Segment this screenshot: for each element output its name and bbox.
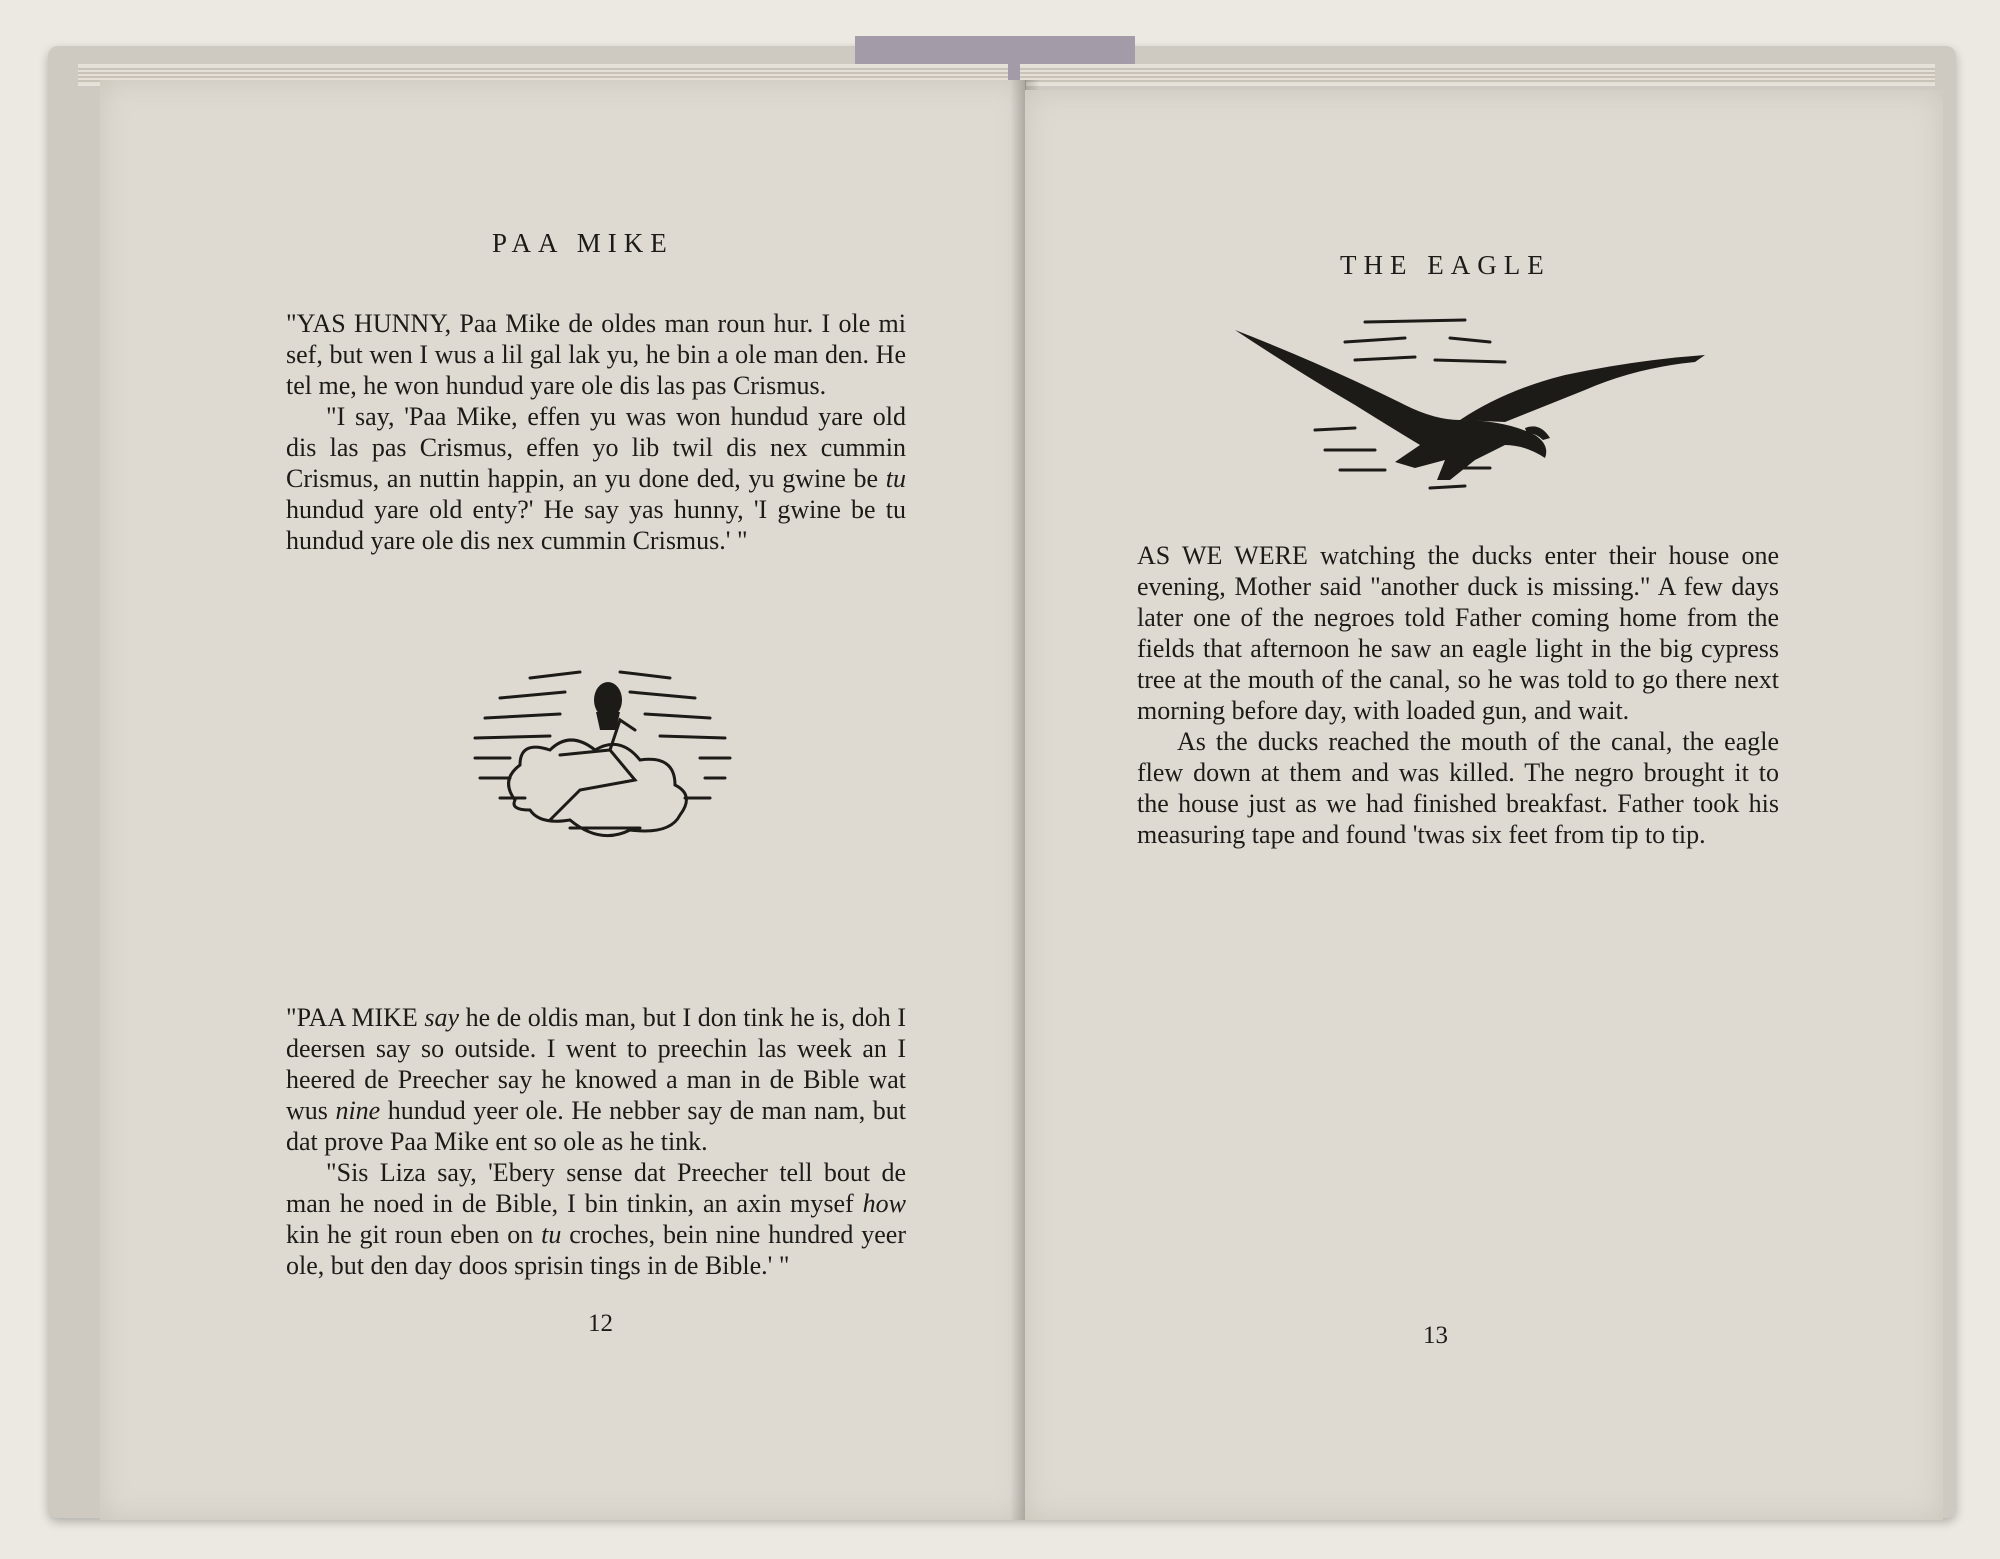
- emphasis: nine: [335, 1096, 381, 1125]
- emphasis: tu: [541, 1220, 562, 1249]
- paragraph: [1137, 540, 1779, 726]
- text: "I say, 'Paa Mike, effen yu was won hundud yare old dis las pas Crismus, effen yo lib twil dis nex cummin Crismus, an nuttin happin, an yu done ded, yu gwine be: [286, 402, 906, 493]
- paragraph: [286, 401, 906, 556]
- paragraph: [286, 1002, 906, 1157]
- paragraph: [286, 1157, 906, 1281]
- page-edges-right: [1020, 64, 1935, 86]
- text: hundud yare old enty?' He say yas hunny, 'I gwine be tu hundud yare ole dis nex cummin Crismus.' ": [286, 495, 906, 555]
- text-block-1: [286, 308, 906, 556]
- lead-in: "YAS HUNNY,: [286, 309, 452, 338]
- old-man-on-cloud-illustration: [470, 660, 740, 840]
- text: he de oldis man, but I don tink he is, doh I deersen say so outside. I went to preechin las week an I heered de Preecher say he knowed a man in de Bible wat wus: [286, 1003, 906, 1125]
- emphasis: how: [862, 1189, 906, 1218]
- left-page: [100, 80, 1026, 1520]
- text: Paa Mike de oldes man roun hur. I ole mi sef, but wen I wus a lil gal lak yu, he bin a ole man den. He tel me, he won hundud yare ole dis las pas Crismus.: [286, 309, 907, 400]
- paragraph: [286, 308, 906, 401]
- emphasis: tu: [885, 464, 906, 493]
- emphasis: say: [424, 1003, 460, 1032]
- text: croches, bein nine hundred yeer ole, but den day doos sprisin tings in de Bible.' ": [286, 1220, 906, 1280]
- text-block: [1137, 540, 1779, 850]
- text: kin he git roun eben on: [286, 1220, 542, 1249]
- text: "Sis Liza say, 'Ebery sense dat Preecher tell bout de man he noed in de Bible, I bin tinkin, an axin mysef: [286, 1158, 906, 1218]
- text: watching the ducks enter their house one evening, Mother said "another duck is missing." A few days later one of the negroes told Father coming home from the fields that afternoon he saw an eagle light in the big cypress tree at the mouth of the canal, so he was told to go there next morning before day, with loaded gun, and wait.: [1137, 541, 1780, 725]
- running-title: THE EAGLE: [1340, 250, 1551, 280]
- text: hundud yeer ole. He nebber say de man nam, but dat prove Paa Mike ent so ole as he tink.: [286, 1096, 906, 1156]
- lead-in: AS WE WERE: [1137, 541, 1308, 570]
- page-number: 13: [1423, 1322, 1448, 1349]
- text-block-2: [286, 1002, 906, 1281]
- page-number: 12: [588, 1310, 613, 1337]
- paragraph: As the ducks reached the mouth of the canal, the eagle flew down at them and was killed. The negro brought it to the house just as we had finished breakfast. Father took his measuring tape and found 'twas six feet from tip to tip.: [1137, 727, 1779, 849]
- eagle-illustration: [1205, 310, 1725, 500]
- right-page: [1025, 90, 1943, 1520]
- running-title: PAA MIKE: [492, 228, 674, 258]
- lead-in: "PAA MIKE: [286, 1003, 418, 1032]
